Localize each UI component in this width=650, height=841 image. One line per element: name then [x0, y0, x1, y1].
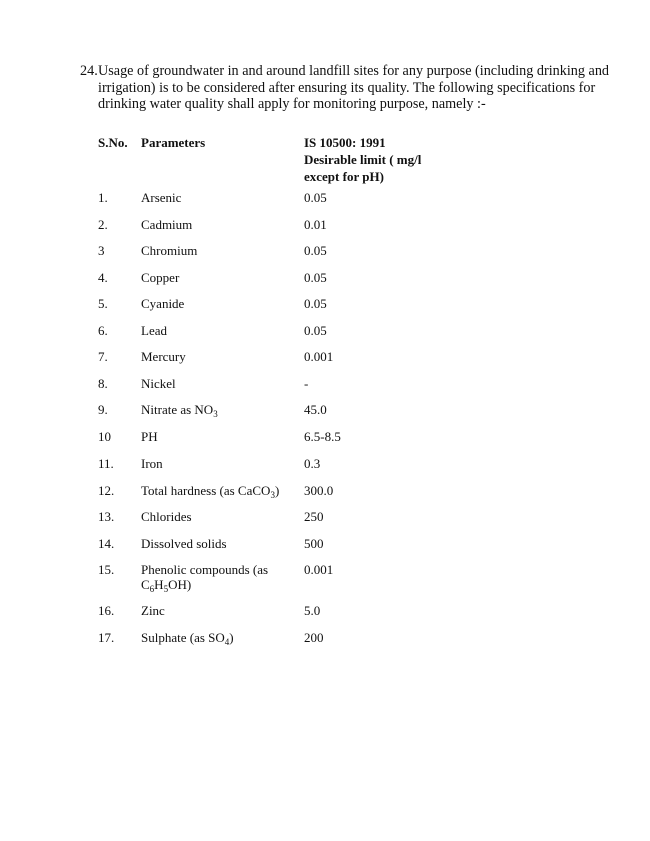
row-9-limit: 45.0	[304, 402, 327, 417]
row-15-param: Phenolic compounds (as $C_6H_5OH$)	[141, 562, 269, 594]
row-12-param: Total hardness (as CaCO$_3$)	[141, 483, 280, 500]
row-8-limit: -	[304, 376, 309, 391]
row-7-param: Mercury	[141, 349, 186, 364]
clause-paragraph	[80, 63, 620, 113]
row-8-sno: 8.	[98, 376, 108, 391]
header-limit-line1: IS 10500: 1991	[304, 135, 386, 150]
row-5-limit: 0.05	[304, 296, 327, 311]
row-5-param: Cyanide	[141, 296, 185, 311]
row-4-param: Copper	[141, 270, 180, 285]
row-10-sno: 10	[98, 429, 111, 444]
row-8-param: Nickel	[141, 376, 176, 391]
header-parameters: Parameters	[141, 135, 206, 150]
row-13-sno: 13.	[98, 509, 115, 524]
row-12-sno: 12.	[98, 483, 115, 498]
row-16-limit: 5.0	[304, 603, 321, 618]
row-10-param: PH	[141, 429, 158, 444]
row-13-limit: 250	[304, 509, 324, 524]
row-2-sno: 2.	[98, 217, 108, 232]
row-3-limit: 0.05	[304, 243, 327, 258]
row-15-sno: 15.	[98, 562, 115, 577]
row-14-param: Dissolved solids	[141, 536, 227, 551]
clause-number: 24.	[80, 63, 98, 79]
row-2-param: Cadmium	[141, 217, 193, 232]
row-5-sno: 5.	[98, 296, 108, 311]
row-16-sno: 16.	[98, 603, 115, 618]
row-17-limit: 200	[304, 630, 324, 645]
row-6-param: Lead	[141, 323, 167, 338]
row-13-param: Chlorides	[141, 509, 192, 524]
row-1-sno: 1.	[98, 190, 108, 205]
row-7-sno: 7.	[98, 349, 108, 364]
row-17-param: Sulphate (as $SO_4$)	[141, 630, 234, 647]
header-limit	[304, 134, 421, 185]
row-6-limit: 0.05	[304, 323, 327, 338]
clause-text: Usage of groundwater in and around landfill sites for any purpose (including drinking and irrigation) is to be considered after ensuring its quality. The following specifications for drinking water quality shall apply for monitoring purpose, namely :-	[98, 63, 610, 112]
row-6-sno: 6.	[98, 323, 108, 338]
row-9-sno: 9.	[98, 402, 108, 417]
row-16-param: Zinc	[141, 603, 165, 618]
row-2-limit: 0.01	[304, 217, 327, 232]
row-4-limit: 0.05	[304, 270, 327, 285]
row-1-param: Arsenic	[141, 190, 182, 205]
row-11-limit: 0.3	[304, 456, 321, 471]
row-14-sno: 14.	[98, 536, 115, 551]
row-15-limit: 0.001	[304, 562, 334, 577]
row-10-limit: 6.5-8.5	[304, 429, 341, 444]
row-11-param: Iron	[141, 456, 163, 471]
header-limit-line3: except for pH)	[304, 169, 384, 184]
row-11-sno: 11.	[98, 456, 114, 471]
row-3-sno: 3	[98, 243, 105, 258]
header-sno: S.No.	[98, 135, 128, 150]
row-7-limit: 0.001	[304, 349, 334, 364]
row-1-limit: 0.05	[304, 190, 327, 205]
header-limit-line2: Desirable limit ( mg/l	[304, 152, 422, 167]
row-14-limit: 500	[304, 536, 324, 551]
row-9-param: Nitrate as $NO_3$	[141, 402, 218, 419]
row-17-sno: 17.	[98, 630, 115, 645]
row-12-limit: 300.0	[304, 483, 334, 498]
row-3-param: Chromium	[141, 243, 198, 258]
row-4-sno: 4.	[98, 270, 108, 285]
